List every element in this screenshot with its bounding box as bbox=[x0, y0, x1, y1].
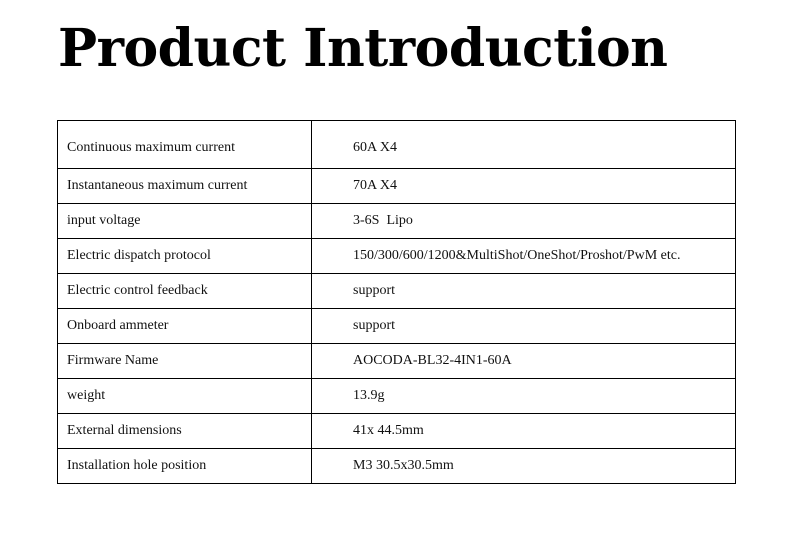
table-row bbox=[58, 169, 736, 204]
spec-label: Installation hole position bbox=[58, 449, 312, 484]
spec-value: AOCODA-BL32-4IN1-60A bbox=[312, 344, 736, 379]
table-row bbox=[58, 274, 736, 309]
table-row bbox=[58, 309, 736, 344]
spec-label: Onboard ammeter bbox=[58, 309, 312, 344]
spec-value: support bbox=[312, 309, 736, 344]
spec-value: 3-6S Lipo bbox=[312, 204, 736, 239]
spec-value: support bbox=[312, 274, 736, 309]
page-title: Product Introduction bbox=[58, 18, 668, 79]
table-row bbox=[58, 239, 736, 274]
spec-value: M3 30.5x30.5mm bbox=[312, 449, 736, 484]
spec-label: Electric dispatch protocol bbox=[58, 239, 312, 274]
spec-label: Instantaneous maximum current bbox=[58, 169, 312, 204]
spec-label: weight bbox=[58, 379, 312, 414]
spec-value: 41x 44.5mm bbox=[312, 414, 736, 449]
spec-label: Firmware Name bbox=[58, 344, 312, 379]
spec-label: input voltage bbox=[58, 204, 312, 239]
table-row bbox=[58, 414, 736, 449]
spec-value: 70A X4 bbox=[312, 169, 736, 204]
table-row bbox=[58, 121, 736, 169]
spec-value: 13.9g bbox=[312, 379, 736, 414]
table-row bbox=[58, 379, 736, 414]
spec-label: External dimensions bbox=[58, 414, 312, 449]
spec-label: Continuous maximum current bbox=[58, 121, 312, 169]
spec-value: 150/300/600/1200&MultiShot/OneShot/Proshot/PwM etc. bbox=[312, 239, 736, 274]
table-row bbox=[58, 344, 736, 379]
spec-table bbox=[57, 120, 736, 484]
spec-value: 60A X4 bbox=[312, 121, 736, 169]
spec-label: Electric control feedback bbox=[58, 274, 312, 309]
table-row bbox=[58, 204, 736, 239]
table-row bbox=[58, 449, 736, 484]
